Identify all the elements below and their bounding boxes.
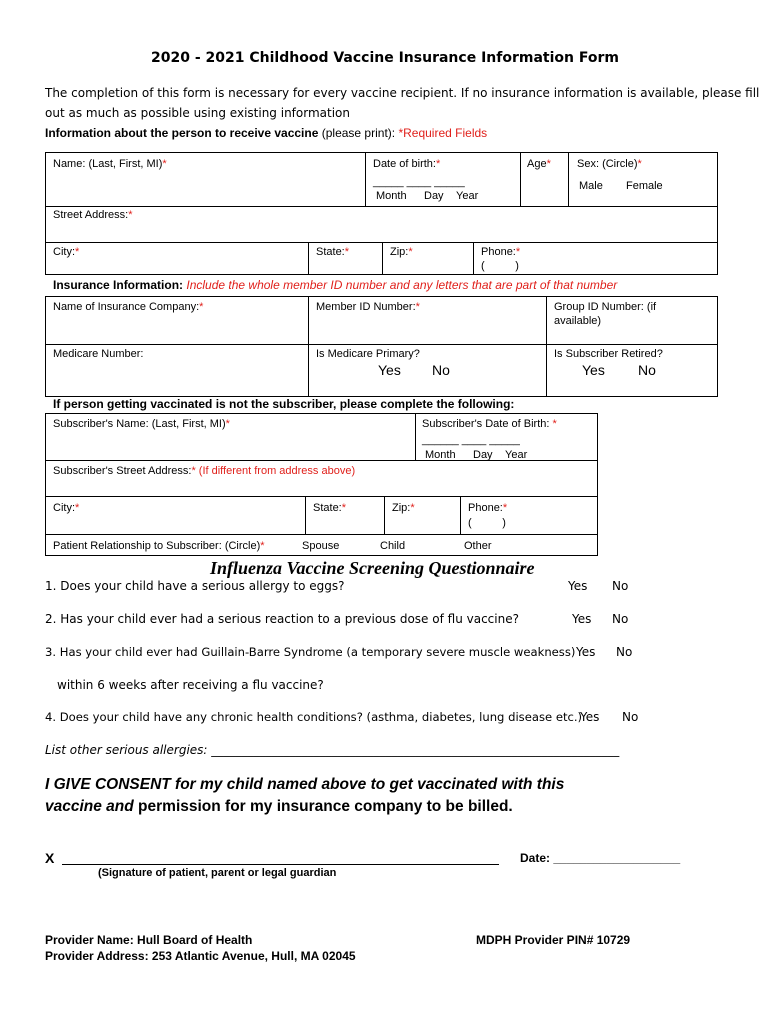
question-2-no[interactable]: No (612, 612, 629, 626)
provider-pin: MDPH Provider PIN# 10729 (476, 933, 631, 947)
street-address-field[interactable] (53, 209, 133, 221)
signature-x-mark: X (45, 850, 55, 866)
medicare-primary-label: Is Medicare Primary? (316, 348, 420, 360)
subscriber-dob-day-label: Day (473, 449, 493, 461)
person-section-heading (45, 126, 487, 140)
required-star: * (515, 246, 521, 258)
phone-field[interactable] (481, 246, 520, 258)
required-star: * (344, 246, 350, 258)
subscriber-retired-yes[interactable]: Yes (582, 362, 605, 378)
subscriber-heading: If person getting vaccinated is not the subscriber, please complete the following: (53, 397, 515, 411)
subscriber-phone-field[interactable] (468, 502, 507, 514)
phone-label: Phone: (481, 246, 516, 258)
subscriber-state-label: State: (313, 502, 342, 514)
required-star: * (191, 465, 196, 477)
city-field[interactable] (53, 246, 79, 258)
intro-text-line-1: The completion of this form is necessary for every vaccine recipient. If no insurance information is available, please fill (45, 86, 760, 100)
dob-field[interactable] (373, 158, 440, 170)
question-4: 4. Does your child have any chronic health conditions? (asthma, diabetes, lung disease etc.) (45, 710, 583, 724)
question-3-no[interactable]: No (616, 645, 633, 659)
intro-text-line-2: out as much as possible using existing information (45, 106, 350, 120)
subscriber-street-label: Subscriber's Street Address: (53, 465, 192, 477)
consent-line-2 (45, 798, 513, 816)
member-id-field[interactable] (316, 301, 420, 313)
question-4-yes[interactable]: Yes (580, 710, 600, 724)
age-field[interactable] (527, 158, 551, 170)
sex-option-male[interactable]: Male (579, 180, 603, 192)
page-title: 2020 - 2021 Childhood Vaccine Insurance Information Form (151, 50, 619, 66)
required-star: * (128, 209, 133, 221)
question-1-no[interactable]: No (612, 579, 629, 593)
state-label: State: (316, 246, 345, 258)
subscriber-phone-label: Phone: (468, 502, 503, 514)
subscriber-name-label: Subscriber's Name: (Last, First, MI) (53, 418, 226, 430)
question-2-yes[interactable]: Yes (572, 612, 592, 626)
consent-text-2: permission for my insurance company to be billed. (133, 798, 513, 815)
question-3-continued: within 6 weeks after receiving a flu vaccine? (57, 678, 324, 692)
sex-field (577, 158, 642, 170)
dob-day-label: Day (424, 190, 444, 202)
subscriber-dob-month-label: Month (425, 449, 456, 461)
relationship-option-spouse[interactable]: Spouse (302, 540, 340, 552)
question-2: 2. Has your child ever had a serious reaction to a previous dose of flu vaccine? (45, 612, 519, 626)
required-star: * (162, 158, 167, 170)
provider-name: Provider Name: Hull Board of Health (45, 933, 253, 947)
question-4-no[interactable]: No (622, 710, 639, 724)
required-star: * (341, 502, 347, 514)
question-3: 3. Has your child ever had Guillain-Barre Syndrome (a temporary severe muscle weakness) (45, 645, 576, 659)
age-label: Age (527, 158, 547, 170)
dob-month-label: Month (376, 190, 407, 202)
name-label: Name: (Last, First, MI) (53, 158, 163, 170)
dob-label: Date of birth: (373, 158, 436, 170)
name-field[interactable] (53, 158, 167, 170)
insurance-company-field[interactable] (53, 301, 203, 313)
other-allergies-field[interactable]: List other serious allergies: ____________________________________________________________________ (45, 743, 620, 757)
group-id-label-line-2: available) (554, 315, 602, 327)
subscriber-state-field[interactable] (313, 502, 346, 514)
question-3-yes[interactable]: Yes (576, 645, 596, 659)
zip-field[interactable] (390, 246, 413, 258)
subscriber-city-label: City: (53, 502, 75, 514)
sex-option-female[interactable]: Female (626, 180, 663, 192)
subscriber-name-field[interactable] (53, 418, 230, 430)
group-id-field[interactable] (554, 301, 656, 327)
medicare-primary-no[interactable]: No (432, 362, 450, 378)
state-field[interactable] (316, 246, 349, 258)
required-star: * (637, 158, 642, 170)
insurance-note: Include the whole member ID number and any letters that are part of that number (186, 278, 618, 292)
group-id-label-line-1: Group ID Number: (if (554, 301, 657, 313)
subscriber-dob-year-label: Year (505, 449, 528, 461)
required-star: * (225, 418, 230, 430)
required-star: * (408, 246, 413, 258)
signature-line[interactable] (62, 864, 499, 865)
person-heading-suffix: (please print): (318, 126, 399, 140)
relationship-option-other[interactable]: Other (464, 540, 492, 552)
provider-address: Provider Address: 253 Atlantic Avenue, Hull, MA 02045 (45, 949, 356, 963)
consent-text-1: for my child named above to get vaccinated with this (170, 776, 565, 793)
consent-emphasis-1: I GIVE CONSENT (45, 776, 171, 793)
required-star: * (75, 502, 80, 514)
subscriber-dob-label: Subscriber's Date of Birth: (422, 418, 553, 430)
street-address-label: Street Address: (53, 209, 129, 221)
insurance-heading-label: Insurance Information: (53, 278, 184, 292)
date-field[interactable]: Date: ___________________ (520, 851, 681, 865)
required-star: * (410, 502, 415, 514)
subscriber-street-note: (If different from address above) (195, 465, 356, 477)
subscriber-dob-blanks: ______ ____ _____ (422, 434, 520, 446)
required-star: * (552, 418, 557, 430)
required-star: * (546, 158, 551, 170)
required-star: * (415, 301, 420, 313)
relationship-field (53, 540, 265, 552)
dob-year-label: Year (456, 190, 479, 202)
subscriber-street-field[interactable] (53, 465, 355, 477)
subscriber-retired-no[interactable]: No (638, 362, 656, 378)
medicare-primary-yes[interactable]: Yes (378, 362, 401, 378)
required-fields-note: *Required Fields (398, 126, 488, 140)
question-1-yes[interactable]: Yes (568, 579, 588, 593)
relationship-option-child[interactable]: Child (380, 540, 406, 552)
signature-caption: (Signature of patient, parent or legal guardian (98, 867, 337, 879)
dob-blanks: _____ ____ _____ (373, 176, 465, 188)
relationship-label: Patient Relationship to Subscriber: (Circle) (53, 540, 261, 552)
subscriber-city-field[interactable] (53, 502, 79, 514)
consent-line-1 (45, 776, 564, 794)
questionnaire-title: Influenza Vaccine Screening Questionnaire (210, 558, 535, 578)
sex-label: Sex: (Circle) (577, 158, 638, 170)
question-1: 1. Does your child have a serious allergy to eggs? (45, 579, 345, 593)
required-star: * (260, 540, 265, 552)
member-id-label: Member ID Number: (316, 301, 416, 313)
phone-area-code: ( ) (481, 260, 519, 272)
required-star: * (199, 301, 204, 313)
person-heading-bold: Information about the person to receive vaccine (45, 126, 319, 140)
city-label: City: (53, 246, 75, 258)
required-star: * (75, 246, 80, 258)
insurance-company-label: Name of Insurance Company: (53, 301, 200, 313)
required-star: * (502, 502, 508, 514)
subscriber-phone-area-code: ( ) (468, 517, 506, 529)
subscriber-dob-field[interactable] (422, 418, 557, 430)
medicare-number-field[interactable]: Medicare Number: (53, 348, 144, 360)
subscriber-retired-label: Is Subscriber Retired? (554, 348, 663, 360)
subscriber-zip-label: Zip: (392, 502, 411, 514)
subscriber-zip-field[interactable] (392, 502, 415, 514)
insurance-heading (53, 278, 617, 292)
consent-emphasis-2: vaccine and (45, 798, 134, 815)
zip-label: Zip: (390, 246, 409, 258)
required-star: * (435, 158, 441, 170)
